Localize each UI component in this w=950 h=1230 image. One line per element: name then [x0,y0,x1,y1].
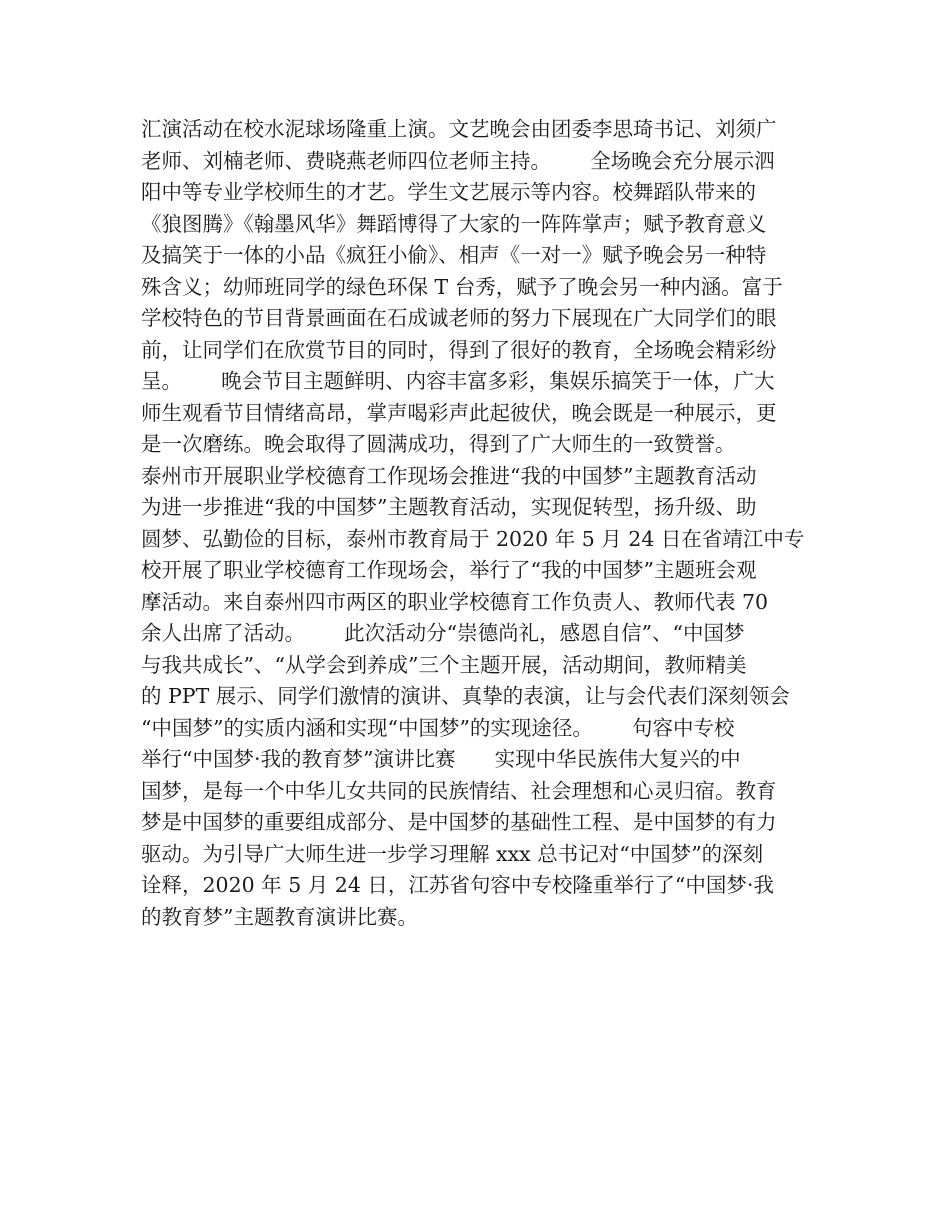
text-line: “中国梦”的实质内涵和实现“中国梦”的实现途径。 句容中专校 [141,715,735,740]
text-line: 前，让同学们在欣赏节目的同时，得到了很好的教育，全场晚会精彩纷 [141,337,777,362]
text-line: 汇演活动在校水泥球场隆重上演。文艺晚会由团委李思琦书记、刘须广 [141,117,777,141]
text-line: 摩活动。来自泰州四市两区的职业学校德育工作负责人、教师代表 70 [141,589,769,614]
text-line: 泰州市开展职业学校德育工作现场会推进“我的中国梦”主题教育活动 [141,463,757,488]
text-line: 驱动。为引导广大师生进一步学习理解 xxx 总书记对“中国梦”的深刻 [141,841,764,866]
text-line: 为进一步推进“我的中国梦”主题教育活动，实现促转型，扬升级、助 [141,495,757,519]
text-line: 的 PPT 展示、同学们激情的演讲、真挚的表演，让与会代表们深刻领会 [141,684,790,708]
text-line: 老师、刘楠老师、费晓燕老师四位老师主持。 全场晚会充分展示泗 [141,148,775,173]
text-line: 阳中等专业学校师生的才艺。学生文艺展示等内容。校舞蹈队带来的 [141,180,756,204]
text-line: 及搞笑于一体的小品《疯狂小偷》、相声《一对一》赋予晚会另一种特 [141,243,767,267]
text-line: 梦是中国梦的重要组成部分、是中国梦的基础性工程、是中国梦的有力 [141,810,777,834]
text-line: 《狼图腾》《翰墨风华》舞蹈博得了大家的一阵阵掌声；赋予教育意义 [141,211,767,236]
text-line: 国梦，是每一个中华儿女共同的民族情结、社会理想和心灵归宿。教育 [141,778,777,803]
text-line: 校开展了职业学校德育工作现场会，举行了“我的中国梦”主题班会观 [141,558,757,582]
article-body [141,114,821,933]
text-line: 诠释，2020 年 5 月 24 日，江苏省句容中专校隆重举行了“中国梦·我 [141,873,774,897]
text-line: 师生观看节目情绪高昂，掌声喝彩声此起彼伏，晚会既是一种展示，更 [141,400,777,425]
text-line: 圆梦、弘勤俭的目标，泰州市教育局于 2020 年 5 月 24 日在省靖江中专 [141,526,805,551]
text-line: 的教育梦”主题教育演讲比赛。 [141,904,418,929]
text-line: 殊含义；幼师班同学的绿色环保 T 台秀，赋予了晚会另一种内涵。富于 [141,274,783,299]
text-line: 学校特色的节目背景画面在石成诚老师的努力下展现在广大同学们的眼 [141,306,777,330]
text-line: 余人出席了活动。 此次活动分“崇德尚礼，感恩自信”、“中国梦 [141,621,745,645]
text-line: 是一次磨练。晚会取得了圆满成功，得到了广大师生的一致赞誉。 [141,432,736,456]
text-line: 举行“中国梦·我的教育梦”演讲比赛 实现中华民族伟大复兴的中 [141,747,741,771]
text-line: 呈。 晚会节目主题鲜明、内容丰富多彩，集娱乐搞笑于一体，广大 [141,369,775,393]
text-line: 与我共成长”、“从学会到养成”三个主题开展，活动期间，教师精美 [141,652,747,677]
